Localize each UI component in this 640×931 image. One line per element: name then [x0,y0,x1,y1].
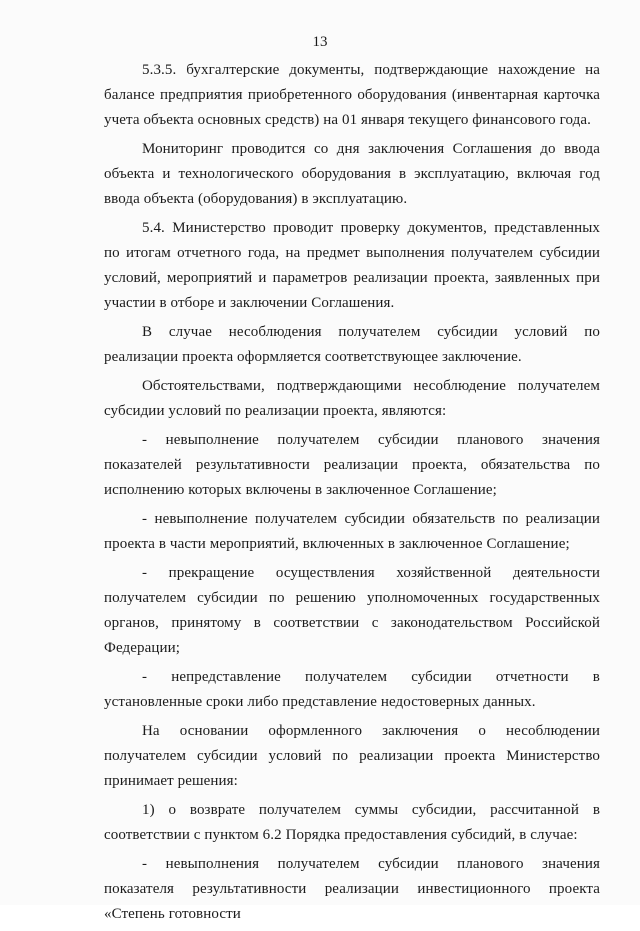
paragraph-refund: 1) о возврате получателем суммы субсидии, рассчитанной в соответствии с пунктом 6.2 Порядка предоставления субсидий, в случае: [104,802,600,843]
document-body [104,58,600,931]
paragraph-circumstances: Обстоятельствами, подтверждающими несоблюдение получателем субсидии условий по реализации проекта, являются: [104,378,600,419]
paragraph-5-3-5: 5.3.5. бухгалтерские документы, подтверждающие нахождение на балансе предприятия приобретенного оборудования (инвентарная карточка учета объекта основных средств) на 01 января текущего финансового года. [104,62,600,128]
page-number: 13 [312,34,328,50]
list-item-readiness: - невыполнения получателем субсидии планового значения показателя результативности реализации инвестиционного проекта «Степень готовности [104,856,600,922]
list-item-reporting: - непредставление получателем субсидии отчетности в установленные сроки либо представление недостоверных данных. [104,669,600,710]
paragraph-5-4: 5.4. Министерство проводит проверку документов, представленных по итогам отчетного года, на предмет выполнения получателем субсидии условий, мероприятий и параметров реализации проекта, заявленных при участии в отборе и заключении Соглашения. [104,220,600,311]
paragraph-monitoring: Мониторинг проводится со дня заключения Соглашения до ввода объекта и технологического оборудования в эксплуатацию, включая год ввода объекта (оборудования) в эксплуатацию. [104,141,600,207]
paragraph-noncompliance-conclusion: В случае несоблюдения получателем субсидии условий по реализации проекта оформляется соответствующее заключение. [104,324,600,365]
list-item-obligations: - невыполнение получателем субсидии обязательств по реализации проекта в части мероприятий, включенных в заключенное Соглашение; [104,511,600,552]
list-item-indicators: - невыполнение получателем субсидии планового значения показателей результативности реализации проекта, обязательства по исполнению которых включены в заключенное Соглашение; [104,432,600,498]
paragraph-decisions: На основании оформленного заключения о несоблюдении получателем субсидии условий по реализации проекта Министерство принимает решения: [104,723,600,789]
list-item-termination: - прекращение осуществления хозяйственной деятельности получателем субсидии по решению уполномоченных государственных органов, принятому в соответствии с законодательством Российской Федерации; [104,565,600,656]
